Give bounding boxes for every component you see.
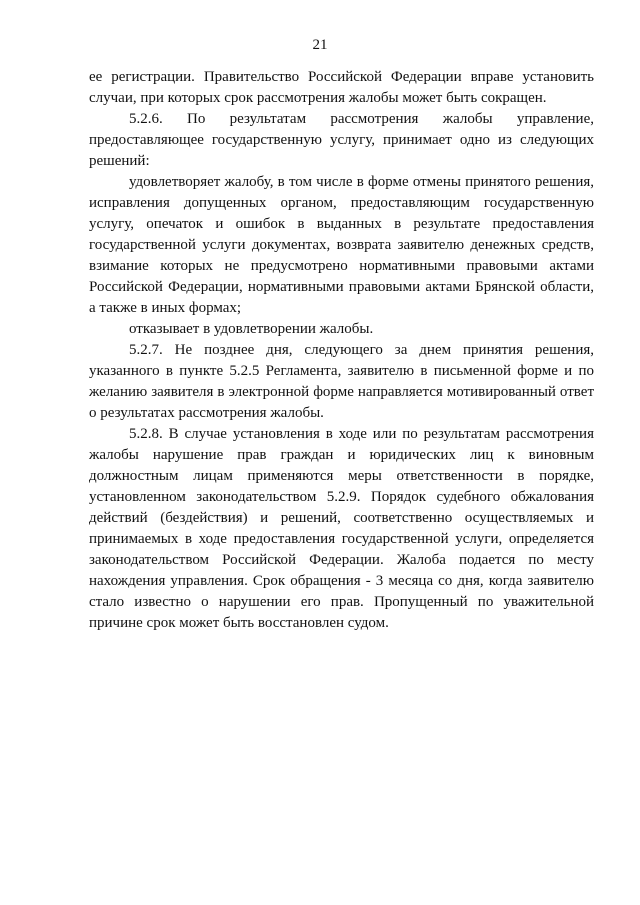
paragraph-5-2-7: 5.2.7. Не позднее дня, следующего за днем принятия решения, указанного в пункте 5.2.5 Регламента, заявителю в письменной форме и по желанию заявителя в электронной форме направляется мотивированный ответ о результатах рассмотрения жалобы. [89,342,594,421]
paragraph-decision-refuse: отказывает в удовлетворении жалобы. [129,321,374,337]
paragraph-5-2-6: 5.2.6. По результатам рассмотрения жалобы управление, предоставляющее государственную услугу, принимает одно из следующих решений: [89,111,594,169]
paragraph-decision-satisfy: удовлетворяет жалобу, в том числе в форме отмены принятого решения, исправления допущенных органом, предоставляющим государственную услугу, опечаток и ошибок в выданных в результате предоставления государственной услуги документах, возврата заявителю денежных средств, взимание которых не предусмотрено нормативными правовыми актами Российской Федерации, нормативными правовыми актами Брянской области, а также в иных формах; [89,174,594,316]
paragraph-continuation: ее регистрации. Правительство Российской Федерации вправе установить случаи, при которых срок рассмотрения жалобы может быть сокращен. [89,69,594,106]
paragraph-5-2-8: 5.2.8. В случае установления в ходе или по результатам рассмотрения жалобы нарушение прав граждан и юридических лиц к виновным должностным лицам применяются меры ответственности в порядке, установленном законодательством 5.2.9. Порядок судебного обжалования действий (бездействия) и решений, соответственно осуществляемых и принимаемых в ходе предоставления государственной услуги, определяется законодательством Российской Федерации. Жалоба подается по месту нахождения управления. Срок обращения - 3 месяца со дня, когда заявителю стало известно о нарушении его прав. Пропущенный по уважительной причине срок может быть восстановлен судом. [89,426,594,631]
page-number: 21 [312,37,328,53]
document-body [89,67,594,634]
